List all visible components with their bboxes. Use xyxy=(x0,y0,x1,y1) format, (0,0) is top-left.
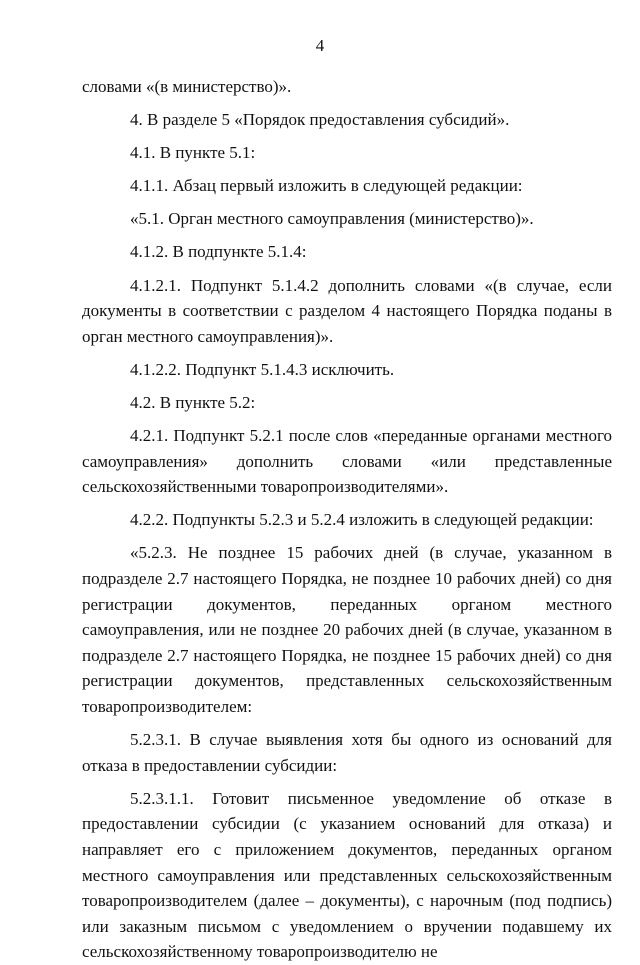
paragraph: «5.2.3. Не позднее 15 рабочих дней (в случае, указанном в подразделе 2.7 настоящего Порядка, не позднее 10 рабочих дней) со дня регистрации документов, переданных органом местного самоуправления, или не позднее 20 рабочих дней (в случае, указанном в подразделе 2.7 настоящего Порядка, не позднее 15 рабочих дней) со дня регистрации документов, представленных сельскохозяйственным товаропроизводителем: xyxy=(82,543,612,716)
document-body xyxy=(82,74,612,965)
paragraph: 4.2.2. Подпункты 5.2.3 и 5.2.4 изложить в следующей редакции: xyxy=(130,510,594,530)
paragraph: словами «(в министерство)». xyxy=(82,77,292,96)
paragraph: 5.2.3.1.1. Готовит письменное уведомление об отказе в предоставлении субсидии (с указанием оснований для отказа) и направляет его с приложением документов, переданных органом местного самоуправления или представленных сельскохозяйственным товаропроизводителем (далее – документы), с нарочным (под подпись) или заказным письмом с уведомлением о вручении подавшему их сельскохозяйственному товаропроизводителю не xyxy=(82,788,612,962)
paragraph: 4.1.1. Абзац первый изложить в следующей редакции: xyxy=(130,176,523,196)
paragraph: 5.2.3.1. В случае выявления хотя бы одного из оснований для отказа в предоставлении субсидии: xyxy=(82,730,612,775)
paragraph: 4.2. В пункте 5.2: xyxy=(130,392,256,412)
paragraph: «5.1. Орган местного самоуправления (министерство)». xyxy=(130,209,534,229)
page-number: 4 xyxy=(315,36,325,55)
paragraph: 4.1.2.2. Подпункт 5.1.4.3 исключить. xyxy=(130,359,395,379)
paragraph: 4.1. В пункте 5.1: xyxy=(130,143,256,163)
paragraph: 4.1.2. В подпункте 5.1.4: xyxy=(130,242,307,262)
paragraph: 4.2.1. Подпункт 5.2.1 после слов «переданные органами местного самоуправления» дополнить словами «или представленные сельскохозяйственными товаропроизводителями». xyxy=(82,426,612,497)
paragraph: 4. В разделе 5 «Порядок предоставления субсидий». xyxy=(130,110,510,130)
paragraph: 4.1.2.1. Подпункт 5.1.4.2 дополнить словами «(в случае, если документы в соответствии с разделом 4 настоящего Порядка поданы в орган местного самоуправления)». xyxy=(82,275,612,346)
